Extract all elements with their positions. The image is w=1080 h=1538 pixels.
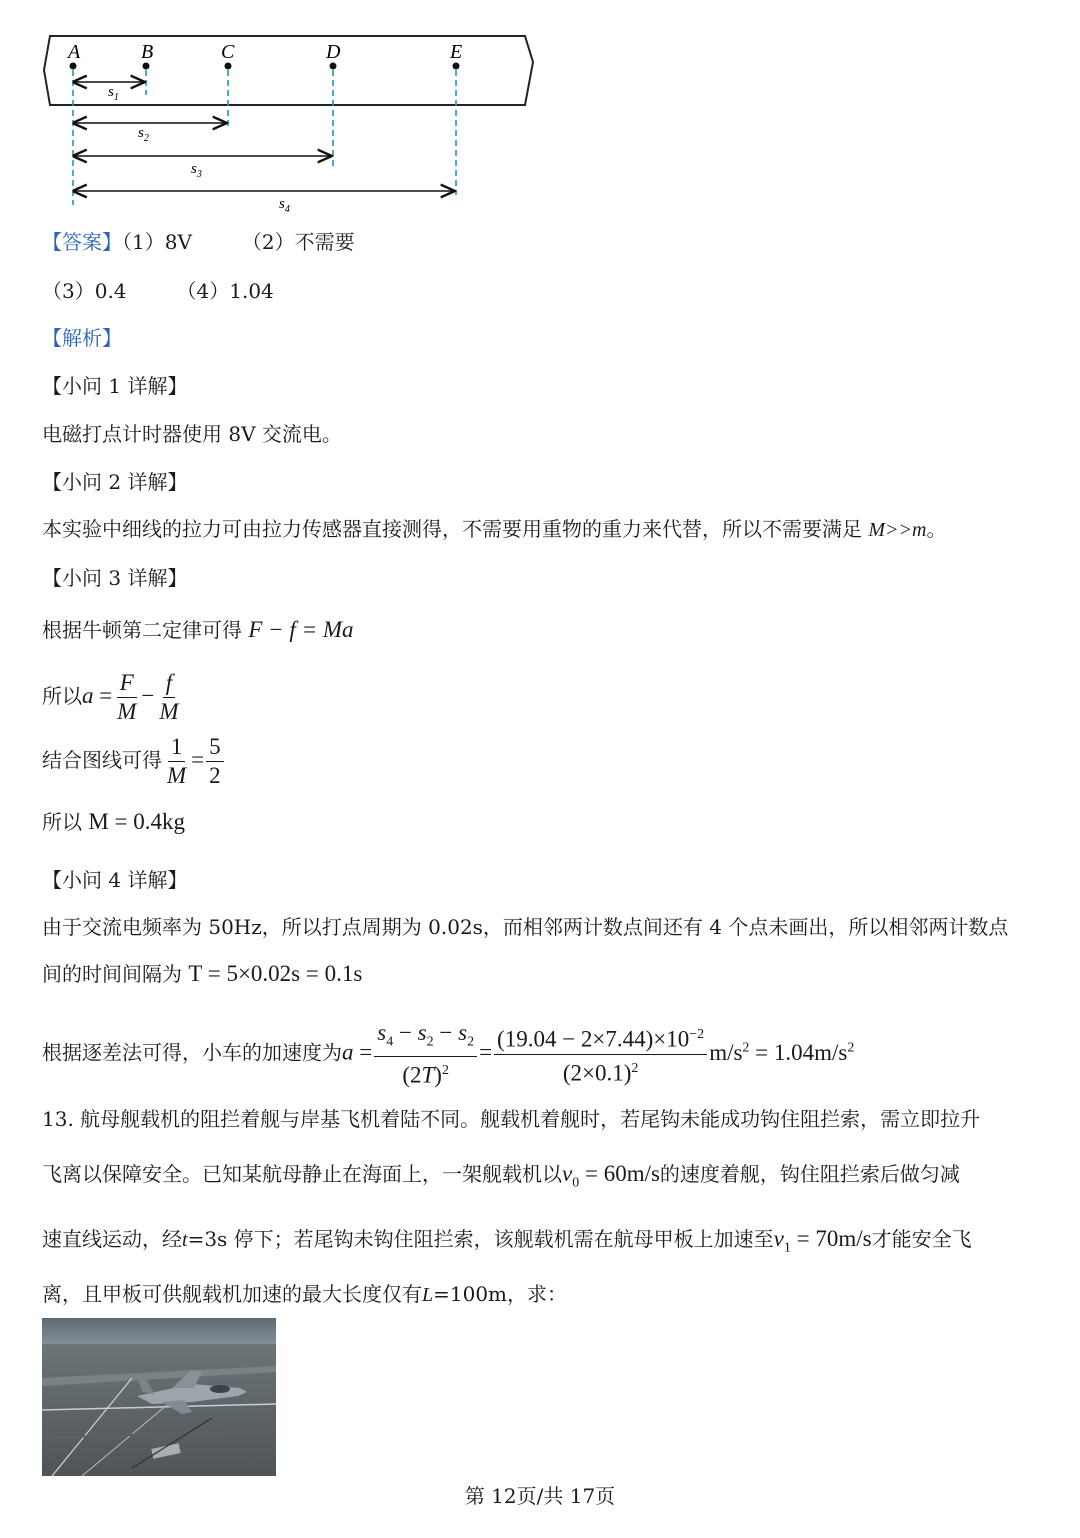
frac-delta-s: $\frac{s_4 - s_2 - s_2}{(2T)^2}$ (374, 1019, 477, 1090)
q3-line-3: 结合图线可得 $\frac{1}{M}$ = $\frac{5}{2}$ (42, 730, 226, 790)
answer-p2: （2）不需要 (241, 230, 355, 254)
mass-result: M = 0.4kg (88, 809, 186, 834)
q3-line-1 (42, 616, 354, 644)
v0-value: = 60m/s (584, 1161, 660, 1186)
q3-l4-text: 所以 (42, 810, 82, 834)
period-equation: T = 5×0.02s = 0.1s (188, 961, 363, 986)
label-D: D (326, 41, 341, 63)
p13-l3b: =3s 停下；若尾钩未钩住阻拦索，该舰载机需在航母甲板上加速至 (187, 1227, 774, 1251)
analysis-label: 【解析】 (42, 326, 122, 350)
q3-line-4 (42, 808, 185, 836)
q4-line-3: 根据逐差法可得，小车的加速度为a = $\frac{s_4 - s_2 - s_2}{(2T)^2}$ = $\frac{(19.04 - 2\times 7.44)\times 10^{-2}}{(2\times 0.1)^2}$ $m/s^2 = 1.04m/s^2$ (42, 1019, 855, 1088)
label-s4: $s_4$ (279, 196, 290, 215)
page-footer: 第 12页/共 17页 (464, 1484, 616, 1508)
q3-l1-text: 根据牛顿第二定律可得 (42, 618, 242, 642)
p13-line-1: 13. 航母舰载机的阻拦着舰与岸基飞机着陆不同。舰载机着舰时，若尾钩未能成功钩住阻拦索，需立即拉升 (42, 1107, 981, 1131)
p13-l4L: L (422, 1284, 434, 1306)
point-B (141, 41, 153, 70)
point-D (325, 41, 341, 70)
q4-l3-text: 根据逐差法可得，小车的加速度为 (42, 1040, 342, 1065)
q4-line-1: 由于交流电频率为 50Hz，所以打点周期为 0.02s，而相邻两计数点间还有 4 个点未画出，所以相邻两计数点 (42, 915, 1009, 939)
point-A (66, 41, 81, 70)
label-s3: $s_3$ (191, 161, 202, 180)
ticker-tape-diagram (38, 30, 548, 220)
frac-F-over-M: $\frac{F}{M}$ (117, 670, 137, 724)
answer-line-2 (42, 277, 274, 305)
q4-l2-text: 间的时间间隔为 (42, 962, 182, 986)
q3-l3-text: 结合图线可得 (42, 748, 162, 772)
label-B: B (141, 41, 154, 63)
point-C (221, 41, 235, 70)
newton-equation: F − f = Ma (248, 617, 354, 642)
p13-line-2: 飞离以保障安全。已知某航母静止在海面上，一架舰载机以$v_0 = 60m/s$的速度着舰，钩住阻拦索后做匀减 (42, 1161, 960, 1191)
q3-line-2: 所以a = $\frac{F}{M}$ − $\frac{f}{M}$ (42, 666, 184, 726)
label-E: E (450, 41, 463, 63)
q2-condition: M>>m (868, 519, 927, 541)
p13-l4a: 离，且甲板可供舰载机加速的最大长度仅有 (42, 1282, 422, 1306)
v1-value: = 70m/s (796, 1226, 872, 1251)
p13-l3a: 速直线运动，经 (42, 1227, 182, 1251)
accel-unit: m/s (709, 1039, 743, 1065)
q2-text-line (42, 515, 946, 544)
answer-p1: （1）8V (122, 230, 192, 254)
point-E (449, 41, 462, 70)
frac-numeric: $\frac{(19.04 - 2\times 7.44)\times 10^{-2}}{(2\times 0.1)^2}$ (494, 1021, 707, 1087)
answer-p4: （4）1.04 (176, 279, 274, 303)
p13-l2b: 的速度着舰，钩住阻拦索后做匀减 (659, 1162, 960, 1186)
frac-1-over-M: $\frac{1}{M}$ (167, 734, 187, 788)
answer-line-1 (42, 228, 355, 256)
p13-l2a: 飞离以保障安全。已知某航母静止在海面上，一架舰载机以 (42, 1162, 562, 1186)
label-s1: $s_1$ (108, 84, 119, 103)
carrier-jet-photo (42, 1318, 276, 1476)
frac-f-over-M: $\frac{f}{M}$ (159, 670, 179, 724)
q4-title: 【小问 4 详解】 (42, 868, 188, 892)
q1-text: 电磁打点计时器使用 8V 交流电。 (42, 422, 342, 446)
p13-l4b: =100m，求： (433, 1282, 568, 1306)
q3-title: 【小问 3 详解】 (42, 566, 188, 590)
answer-label: 【答案】 (42, 230, 122, 254)
q3-l2-text: 所以 (42, 684, 82, 708)
q4-line-2 (42, 960, 362, 988)
q2-end: 。 (926, 517, 947, 541)
p13-l3t: t (182, 1229, 188, 1251)
q1-title: 【小问 1 详解】 (42, 374, 188, 398)
label-A: A (68, 41, 81, 63)
q2-title: 【小问 2 详解】 (42, 470, 188, 494)
p13-l3c: 才能安全飞 (871, 1227, 972, 1251)
label-s2: $s_2$ (138, 125, 149, 144)
frac-5-over-2: $\frac{5}{2}$ (206, 733, 224, 790)
p13-line-3: 速直线运动，经t=3s 停下；若尾钩未钩住阻拦索，该舰载机需在航母甲板上加速至$v_1 = 70m/s$才能安全飞 (42, 1226, 972, 1256)
label-C: C (221, 41, 235, 63)
answer-p3: （3）0.4 (42, 279, 127, 303)
p13-line-4 (42, 1280, 567, 1309)
q2-text: 本实验中细线的拉力可由拉力传感器直接测得，不需要用重物的重力来代替，所以不需要满足 (42, 517, 869, 541)
accel-result: = 1.04m/s (755, 1039, 848, 1065)
